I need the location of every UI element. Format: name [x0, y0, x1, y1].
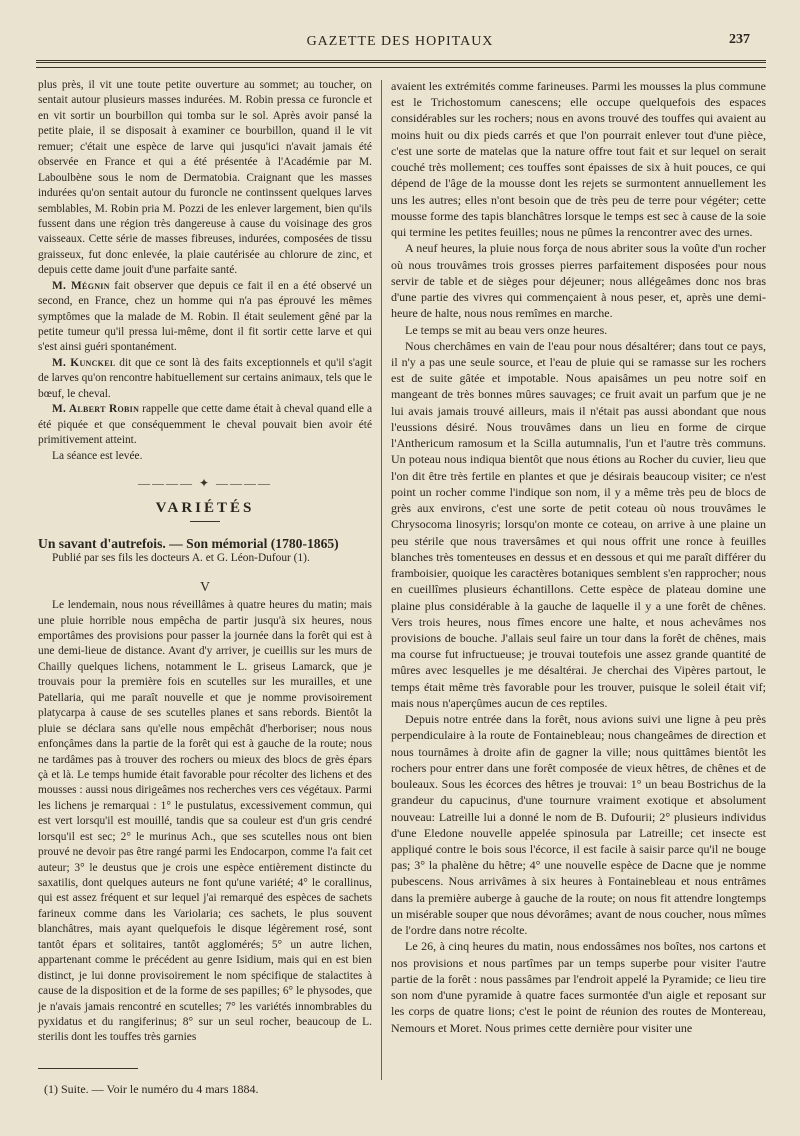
paragraph-text: dit que ce sont là des faits exceptionnels et qu'il s'agit de larves qu'on rencontre habituellement sur certains animaux, tels que le bœuf, le cheval.	[38, 356, 372, 400]
running-head	[40, 30, 760, 54]
section-rule	[190, 521, 220, 522]
chapter-number: V	[200, 578, 210, 594]
paragraph: Le lendemain, nous nous réveillâmes à quatre heures du matin; mais une pluie horrible nous empêcha de partir jusqu'à six heures, nous emportâmes des provisions pour passer la journée dans la forêt qui est à une demi-lieue de distance. Avant d'y arriver, je cueillis sur les murs de Chailly quelques lichens, notamment le L. griseus Lamarck, que je trouvais pour la première fois en scutelles sur les murailles, et une Patellaria, qui me paraît nouvelle et que je nomme provisoirement platycarpa à cause de ses scutelles planes et sans rebords. Bientôt la pluie se déclara sans qu'elle nous empêchât d'herboriser; nous nous enfonçâmes dans la partie de la forêt qui est à gauche de la route; nous ne tardâmes pas à trouver des rochers ou mieux des blocs de grès épars çà et là. Le temps humide était favorable pour récolter des lichens et des mousses : aussi nous dirigeâmes nos recherches vers ces végétaux. Parmi les lichens je remarquai : 1° le pustulatus, excessivement commun, qui est vert lorsqu'il est mouillé, tandis que sa couleur est d'un gris cendré lorsqu'il est sec; 2° le murinus Ach., que ses scutelles nous ont bien prouvé ne devoir pas être rangé parmi les Endocarpon, comme l'a fait cet auteur; 3° le deustus que je crois une espèce entièrement distincte du saxatilis, dont quelques auteurs ne font qu'une variété; 4° le corallinus, qui est assez fréquent et sur lequel j'ai remarqué des espèces de sachets farineux comme dans les Variolaria; ces sachets, le plus souvent blanchâtres, mais ayant quelquefois le disque légèrement rosé, sont tantôt épars et solitaires, tantôt agglomérés; 5° un autre lichen, appartenant comme le précédent au genre Isidium, mais qui en est bien distinct, je lui donne provisoirement le nom spécifique de stalactites à cause de la disposition et de la forme de ses papilles; 6° le physodes, que je n'avais jamais rencontré en scutelles; 7° les variétés innombrables du pyxidatus et du rangiferinus; 8° sur un seul rocher, beaucoup de L. sterilis dont les touffes très garnies	[38, 599, 372, 1044]
paragraph: A neuf heures, la pluie nous força de nous abriter sous la voûte d'un rocher où nous trouvâmes trois grosses pierres parfaitement disposées pour nous servir de table et de sièges pour déjeuner; nous allégeâmes donc nos bras d'une partie des vivres qui commençaient à nous peser, et, après une demi-heure de halte, nous nous remîmes en marche.	[391, 241, 766, 321]
paragraph: La séance est levée.	[52, 449, 143, 462]
article-byline: Publié par ses fils les docteurs A. et G. Léon-Dufour (1).	[52, 552, 310, 565]
speaker-name: M. Kunckel	[52, 356, 116, 369]
paragraph-text: fait observer que depuis ce fait il en a été observé un second, en France, chez un homme qui n'a pas éprouvé les mêmes symptômes que la malade de M. Robin. Il était seulement gêné par la petite tumeur qu'il pressa lui-même, dont il fit sortir cette larve et qui s'est ainsi guéri spontanément.	[38, 279, 372, 354]
paragraph: Le 26, à cinq heures du matin, nous endossâmes nos boîtes, nos cartons et nos provisions et nous partîmes par un temps superbe pour visiter l'autre partie de la forêt : nous passâmes par l'endroit appelé la Pyramide; ce lieu tire son nom d'une pyramide à quatre faces surmontée d'un aigle et reposant sur les corps de quatre lions; c'est le point de réunion des routes de Montereau, Nemours et Moret. Nous primes cette dernière pour visiter une	[391, 939, 766, 1035]
paragraph	[38, 356, 372, 402]
article-title: Un savant d'autrefois. — Son mémorial (1780-1865)	[38, 535, 339, 551]
paragraph: Depuis notre entrée dans la forêt, nous avions suivi une ligne à peu près perpendiculaire à la route de Fontainebleau; nous changeâmes de direction et nous tournâmes à droite afin de gagner la ville; nous quittâmes bientôt les rochers pour entrer dans une forêt composée de vieux hêtres, de chênes et de bouleaux. Sous les écorces des hêtres je trouvai: 1° un beau Bostrichus de la grandeur du capucinus, d'une tournure vraiment exotique et absolument nouveau: Latreille lui a donné le nom de B. Dufourii; 2° plusieurs individus d'une Eledone nouvelle appelée spinosula par Latreille; cet insecte est appliqué contre le bois sous l'écorce, il est facile à saisir parce qu'il ne bouge pas; 3° la phalène du hêtre; 4° une nouvelle espèce de Dacne que je nomme pubescens. Nous arrivâmes à six heures à Fontainebleau et nous entrâmes dans la première auberge à gauche de la route; on nous fit attendre longtemps un misérable souper que nous dévorâmes; avant de nous coucher, nous mîmes de l'ordre dans notre récolte.	[391, 712, 766, 938]
paragraph: plus près, il vit une toute petite ouverture au sommet; au toucher, on sentait autour plusieurs masses indurées. M. Robin pressa ce furoncle et en vit sortir un bourbillon qui tomba sur le sol. Après avoir pansé la petite plaie, il se disposait à examiner ce bourbillon, quand il le vit remuer; c'était une espèce de larve qui jusqu'ici n'avait jamais été observée en France et qui a été présentée à l'Académie par M. Laboulbène sous le nom de Dermatobia. Craignant que les masses indurées qu'on sentait autour du furoncle ne continssent quelques larves semblables, M. Robin pria M. Pozzi de les enlever largement, bien qu'ils fussent dans une région très dangereuse à cause du voisinage des gros vaisseaux. Cette série de masses fibreuses, indurées, composées de tissu graisseux, fut donc enlevée, la plaie cautérisée au chlorure de zinc, et depuis cette dame jouit d'une parfaite santé.	[38, 79, 372, 277]
speaker-name: M. Mégnin	[52, 279, 110, 292]
footnote: (1) Suite. — Voir le numéro du 4 mars 1884.	[44, 1082, 259, 1096]
section-ornament: ———— ✦ ————	[137, 475, 273, 490]
header-double-rule	[36, 60, 766, 68]
column-divider	[381, 80, 382, 1080]
section-title: VARIÉTÉS	[155, 500, 255, 517]
paragraph: Nous cherchâmes en vain de l'eau pour nous désaltérer; dans tout ce pays, il n'y a pas une seule source, et l'eau de pluie qui se ramasse sur les rochers est de suite gâtée et impotable. Nous apaisâmes un peu notre soif en mangeant de très bonnes mûres sauvages; ce fruit avait un parfum que je ne lui avais jamais trouvé ailleurs, mais il n'était pas aussi abondant que nous l'eussions désiré. Nous trouvâmes dans un lieu en forme de cirque l'Anthericum ramosum et la Scilla autumnalis, l'un et l'autre très communs. Un poteau nous indiqua bientôt que nous étions au Rocher du cuvier, lieu que l'on dit être très fertile en plantes et que je désirais beaucoup visiter; ce n'est point un rocher comme l'indique son nom, il y a même très peu de blocs de grès aux environs, c'est une sorte de petit coteau où nous trouvâmes le Chrysocoma linosyris; lorsqu'on monte ce coteau, on arrive à une plaine un peu stérile que nous traversâmes et qui nous offrit une ronce à feuilles blanches très tomenteuses en dessus et en dessous et qui me paraît différer du framboisier, quoique les caractères botaniques semblent s'en rapprocher; nous en cueillîmes plusieurs échantillons. Cette espèce de plateau domine une plaine plus considérable à la gauche de laquelle il y a une forêt de chênes. Vers trois heures, nous fîmes encore une halte, et nous achevâmes nos provisions de bouche. J'allais seul faire un tour dans la forêt de chênes, mais ma course fut infructueuse; je trouvai toutefois une assez grande quantité de mûres avec lesquelles je me désaltérai. Je cherchai des Vipères partout, le temps était même très favorable pour les trouver, puisque le soleil était vif; mais nous n'aperçûmes aucun de ces reptiles.	[391, 338, 766, 710]
paragraph: avaient les extrémités comme farineuses. Parmi les mousses la plus commune est le Trichostomum canescens; elle occupe quelquefois des espaces considérables sur les rochers; nous en avons trouvé des touffes qui avaient au moins huit ou dix pieds carrés et que l'on pourrait enlever tout d'une pièce, c'est une sorte de matelas que la nature offre tout fait et sur lequel on serait couché très mollement; ces touffes sont épaisses de six à huit pouces, ce qui dépend de l'âge de la mousse dont les rejets se surmontent annuellement les uns les autres; elles n'ont besoin que de très peu de terre pour végéter; cette mousse forme des tapis blanchâtres lorsque le temps est sec à cause de la soie qui termine les petites feuilles; nous ne pûmes la rencontrer avec des urnes.	[391, 79, 766, 240]
paragraph-text: rappelle que cette dame était à cheval quand elle a été piquée et que conséquemment le cheval pouvait bien avoir été primitivement atteint.	[38, 403, 373, 447]
speaker-name: M. Albert Robin	[52, 403, 140, 416]
paragraph	[38, 279, 372, 356]
journal-title: GAZETTE DES HOPITAUX	[306, 34, 494, 49]
left-column	[38, 78, 372, 1046]
paragraph: Le temps se mit au beau vers onze heures.	[405, 322, 608, 337]
page-number: 237	[729, 32, 750, 47]
paragraph	[38, 402, 372, 448]
footnote-rule	[38, 1068, 138, 1069]
right-column	[391, 78, 766, 1036]
